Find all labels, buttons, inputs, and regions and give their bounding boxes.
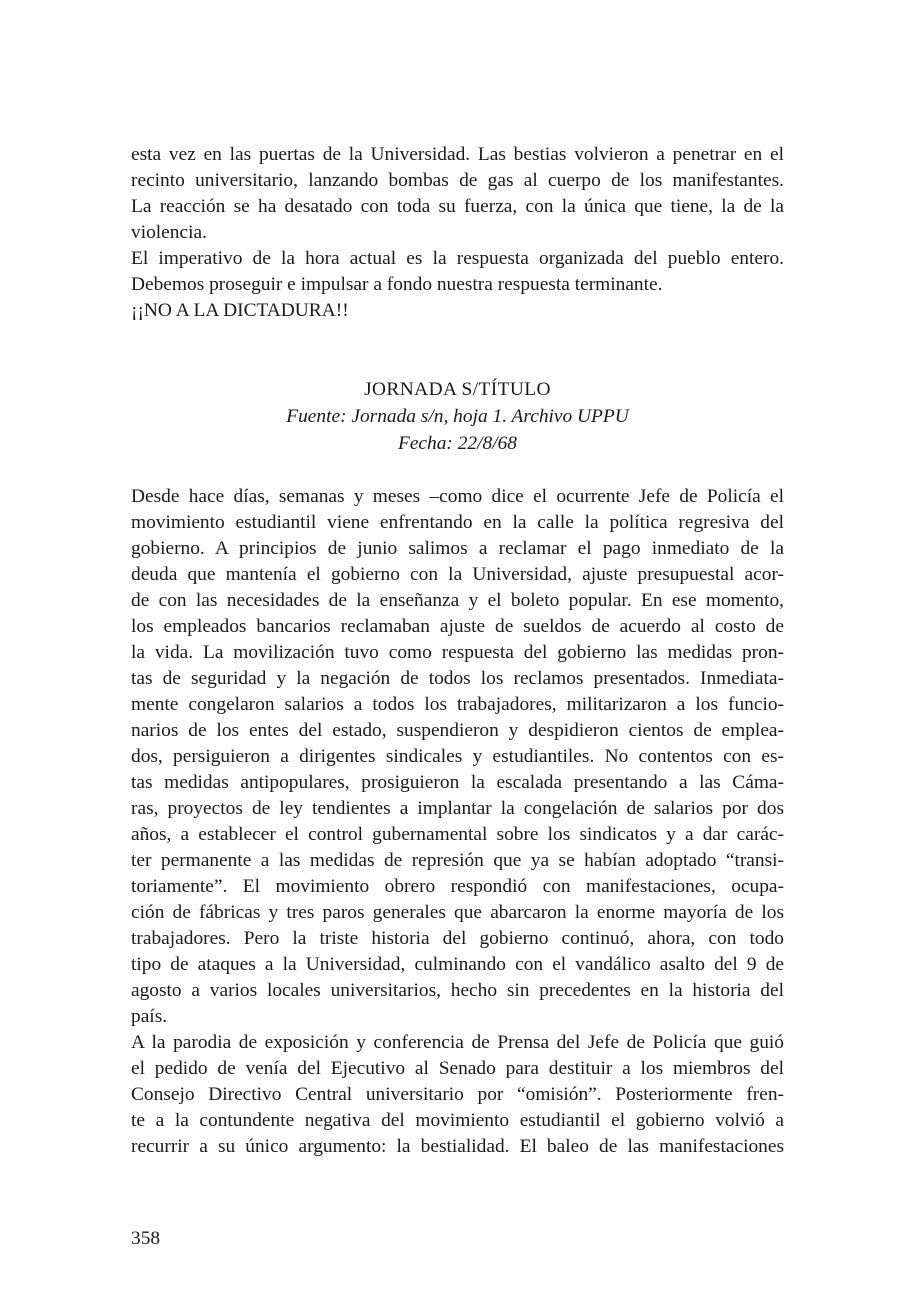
text-line: mente congelaron salarios a todos los trabajadores, militarizaron a los funcio- [131, 694, 784, 715]
text-line: años, a establecer el control gubernamental sobre los sindicatos y a dar carác- [131, 824, 784, 845]
text-line: ter permanente a las medidas de represión que ya se habían adoptado “transi- [131, 850, 784, 871]
text-line: gobierno. A principios de junio salimos a reclamar el pago inmediato de la [131, 538, 784, 559]
page-number: 358 [131, 1228, 161, 1249]
text-line: recinto universitario, lanzando bombas de gas al cuerpo de los manifestantes. [131, 170, 784, 191]
text-line: narios de los entes del estado, suspendieron y despidieron cientos de emplea- [131, 720, 784, 741]
text-line: tipo de ataques a la Universidad, culminando con el vandálico asalto del 9 de [131, 954, 784, 975]
text-line: ción de fábricas y tres paros generales que abarcaron la enorme mayoría de los [131, 902, 784, 923]
text-line: los empleados bancarios reclamaban ajuste de sueldos de acuerdo al costo de [131, 616, 784, 637]
text-line: Desde hace días, semanas y meses –como dice el ocurrente Jefe de Policía el [131, 486, 784, 507]
text-line: El imperativo de la hora actual es la respuesta organizada del pueblo entero. [131, 248, 784, 269]
text-line: La reacción se ha desatado con toda su fuerza, con la única que tiene, la de la [131, 196, 784, 217]
text-line: de con las necesidades de la enseñanza y el boleto popular. En ese momento, [131, 590, 784, 611]
text-line: te a la contundente negativa del movimiento estudiantil el gobierno volvió a [131, 1110, 784, 1131]
text-line: recurrir a su único argumento: la bestialidad. El baleo de las manifestaciones [131, 1136, 784, 1157]
text-line: tas de seguridad y la negación de todos los reclamos presentados. Inmediata- [131, 668, 784, 689]
source-line: Fuente: Jornada s/n, hoja 1. Archivo UPPU [286, 406, 629, 427]
text-line: esta vez en las puertas de la Universidad. Las bestias volvieron a penetrar en el [131, 144, 784, 165]
text-line: país. [131, 1006, 168, 1027]
text-line: A la parodia de exposición y conferencia de Prensa del Jefe de Policía que guió [131, 1032, 784, 1053]
text-line: deuda que mantenía el gobierno con la Universidad, ajuste presupuestal acor- [131, 564, 784, 585]
text-line: Debemos proseguir e impulsar a fondo nuestra respuesta terminante. [131, 274, 663, 295]
text-line: violencia. [131, 222, 207, 243]
section-title: JORNADA S/TÍTULO [364, 379, 551, 400]
text-line: toriamente”. El movimiento obrero respondió con manifestaciones, ocupa- [131, 876, 784, 897]
date-line: Fecha: 22/8/68 [397, 433, 517, 454]
text-line: movimiento estudiantil viene enfrentando en la calle la política regresiva del [131, 512, 784, 533]
text-line: dos, persiguieron a dirigentes sindicales y estudiantiles. No contentos con es- [131, 746, 784, 767]
text-line: la vida. La movilización tuvo como respuesta del gobierno las medidas pron- [131, 642, 784, 663]
text-line: ras, proyectos de ley tendientes a implantar la congelación de salarios por dos [131, 798, 784, 819]
text-line: ¡¡NO A LA DICTADURA!! [131, 300, 349, 321]
text-line: trabajadores. Pero la triste historia del gobierno continuó, ahora, con todo [131, 928, 784, 949]
text-line: el pedido de venía del Ejecutivo al Senado para destituir a los miembros del [131, 1058, 784, 1079]
text-line: Consejo Directivo Central universitario por “omisión”. Posteriormente fren- [131, 1084, 784, 1105]
text-line: tas medidas antipopulares, prosiguieron la escalada presentando a las Cáma- [131, 772, 784, 793]
text-line: agosto a varios locales universitarios, hecho sin precedentes en la historia del [131, 980, 784, 1001]
